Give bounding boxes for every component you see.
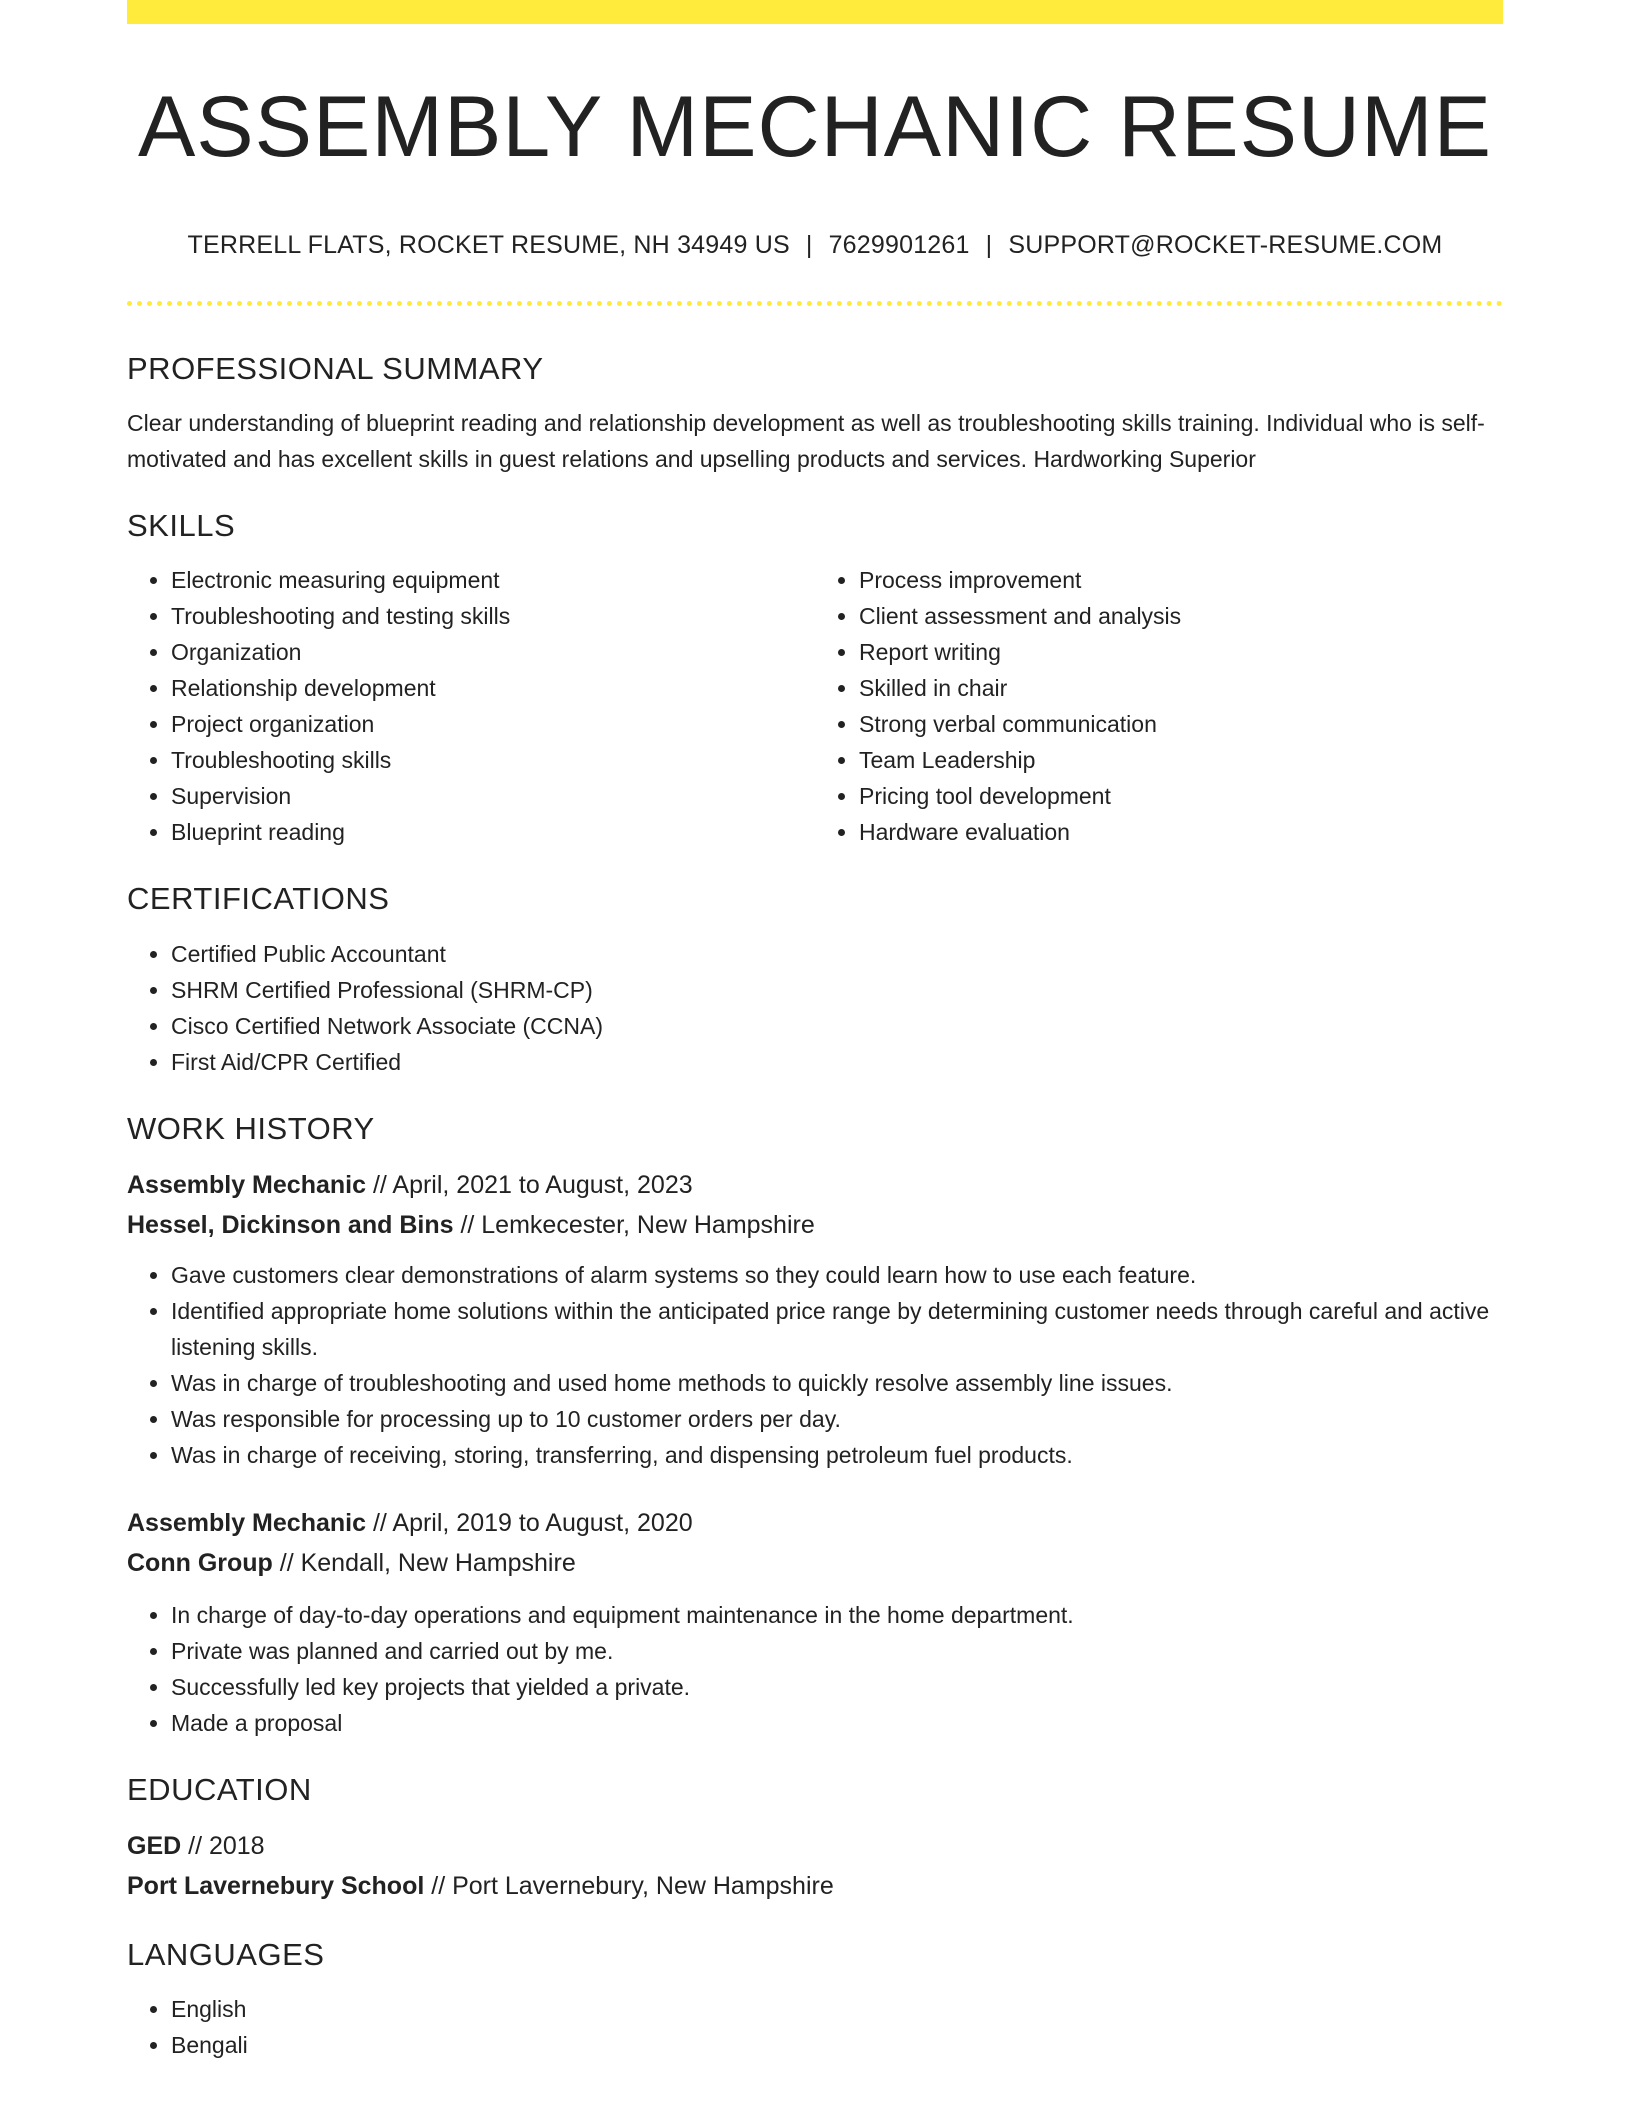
languages-list: [127, 1991, 1503, 2063]
skill-item: • Strong verbal communication: [859, 706, 1503, 742]
job-company: Conn Group: [127, 1548, 273, 1577]
skill-item: • Client assessment and analysis: [859, 598, 1503, 634]
dotted-divider: [127, 301, 1503, 306]
skill-item: • Skilled in chair: [859, 670, 1503, 706]
work-history-section: [127, 1110, 1503, 1741]
skills-heading: SKILLS: [127, 508, 236, 544]
language-item: • Bengali: [171, 2027, 1503, 2063]
certifications-heading: CERTIFICATIONS: [127, 881, 390, 917]
resume-title: ASSEMBLY MECHANIC RESUME: [137, 79, 1493, 175]
education-degree-line: [127, 1826, 1503, 1866]
job-company-line: [127, 1543, 1503, 1583]
contact-separator: |: [985, 230, 993, 259]
job-role: Assembly Mechanic: [127, 1170, 366, 1199]
job-duty: • In charge of day-to-day operations and equipment maintenance in the home department.: [171, 1597, 1503, 1633]
summary-heading: PROFESSIONAL SUMMARY: [127, 351, 544, 387]
education-location: // Port Lavernebury, New Hampshire: [424, 1872, 834, 1901]
contact-separator: |: [805, 230, 813, 259]
certifications-list: [127, 936, 1503, 1080]
skill-item: • Organization: [171, 634, 815, 670]
skills-list-right: [815, 562, 1503, 850]
job-entry: [127, 1503, 1503, 1741]
skill-item: • Report writing: [859, 634, 1503, 670]
job-duty: • Was responsible for processing up to 10 customer orders per day.: [171, 1401, 1503, 1437]
job-role: Assembly Mechanic: [127, 1508, 366, 1537]
job-company: Hessel, Dickinson and Bins: [127, 1210, 454, 1239]
education-degree: GED: [127, 1832, 182, 1861]
job-dates: // April, 2021 to August, 2023: [366, 1170, 693, 1199]
summary-section: [127, 350, 1503, 477]
job-entry: [127, 1165, 1503, 1473]
job-duties-list: [127, 1597, 1503, 1741]
contact-line: [127, 229, 1503, 262]
education-entry: [127, 1826, 1503, 1906]
job-role-line: [127, 1165, 1503, 1205]
job-location: // Lemkecester, New Hampshire: [453, 1210, 815, 1239]
skill-item: • Project organization: [171, 706, 815, 742]
job-duty: • Was in charge of troubleshooting and used home methods to quickly resolve assembly line issues.: [171, 1365, 1503, 1401]
languages-section: [127, 1936, 1503, 2063]
job-company-line: [127, 1205, 1503, 1245]
skill-item: • Relationship development: [171, 670, 815, 706]
education-school-line: [127, 1866, 1503, 1906]
job-role-line: [127, 1503, 1503, 1543]
education-school: Port Lavernebury School: [127, 1872, 425, 1901]
job-duties-list: [127, 1257, 1503, 1473]
job-duty: • Gave customers clear demonstrations of alarm systems so they could learn how to use each feature.: [171, 1257, 1503, 1293]
language-item: • English: [171, 1991, 1503, 2027]
languages-heading: LANGUAGES: [127, 1937, 325, 1973]
contact-address: TERRELL FLATS, ROCKET RESUME, NH 34949 US: [187, 230, 790, 259]
job-duty: • Private was planned and carried out by me.: [171, 1633, 1503, 1669]
contact-email[interactable]: SUPPORT@ROCKET-RESUME.COM: [1008, 230, 1443, 259]
education-year: // 2018: [181, 1832, 265, 1861]
education-section: [127, 1771, 1503, 1906]
skills-section: [127, 507, 1503, 850]
skill-item: • Hardware evaluation: [859, 814, 1503, 850]
job-duty: • Successfully led key projects that yielded a private.: [171, 1669, 1503, 1705]
skills-columns: [127, 562, 1503, 850]
skill-item: • Process improvement: [859, 562, 1503, 598]
skill-item: • Supervision: [171, 778, 815, 814]
job-duty: • Was in charge of receiving, storing, transferring, and dispensing petroleum fuel products.: [171, 1437, 1503, 1473]
top-accent-bar: [127, 0, 1503, 24]
skill-item: • Blueprint reading: [171, 814, 815, 850]
certifications-section: [127, 880, 1503, 1079]
skill-item: • Troubleshooting and testing skills: [171, 598, 815, 634]
skill-item: • Team Leadership: [859, 742, 1503, 778]
summary-text: Clear understanding of blueprint reading and relationship development as well as troubleshooting skills training. Individual who is self-motivated and has excellent skills in guest relations and upselling products and services. Hardworking Superior: [127, 410, 1485, 473]
resume-page: [127, 0, 1503, 2063]
skill-item: • Troubleshooting skills: [171, 742, 815, 778]
job-location: // Kendall, New Hampshire: [272, 1548, 576, 1577]
certification-item: • SHRM Certified Professional (SHRM-CP): [171, 972, 1503, 1008]
skill-item: • Pricing tool development: [859, 778, 1503, 814]
job-duty: • Identified appropriate home solutions within the anticipated price range by determining customer needs through careful and active listening skills.: [171, 1293, 1503, 1365]
skills-list-left: [127, 562, 815, 850]
job-dates: // April, 2019 to August, 2020: [366, 1508, 693, 1537]
work-history-heading: WORK HISTORY: [127, 1110, 375, 1146]
certification-item: • Cisco Certified Network Associate (CCNA): [171, 1008, 1503, 1044]
job-duty: • Made a proposal: [171, 1705, 1503, 1741]
contact-phone: 7629901261: [828, 230, 970, 259]
education-heading: EDUCATION: [127, 1771, 312, 1807]
skill-item: • Electronic measuring equipment: [171, 562, 815, 598]
certification-item: • Certified Public Accountant: [171, 936, 1503, 972]
certification-item: • First Aid/CPR Certified: [171, 1044, 1503, 1080]
